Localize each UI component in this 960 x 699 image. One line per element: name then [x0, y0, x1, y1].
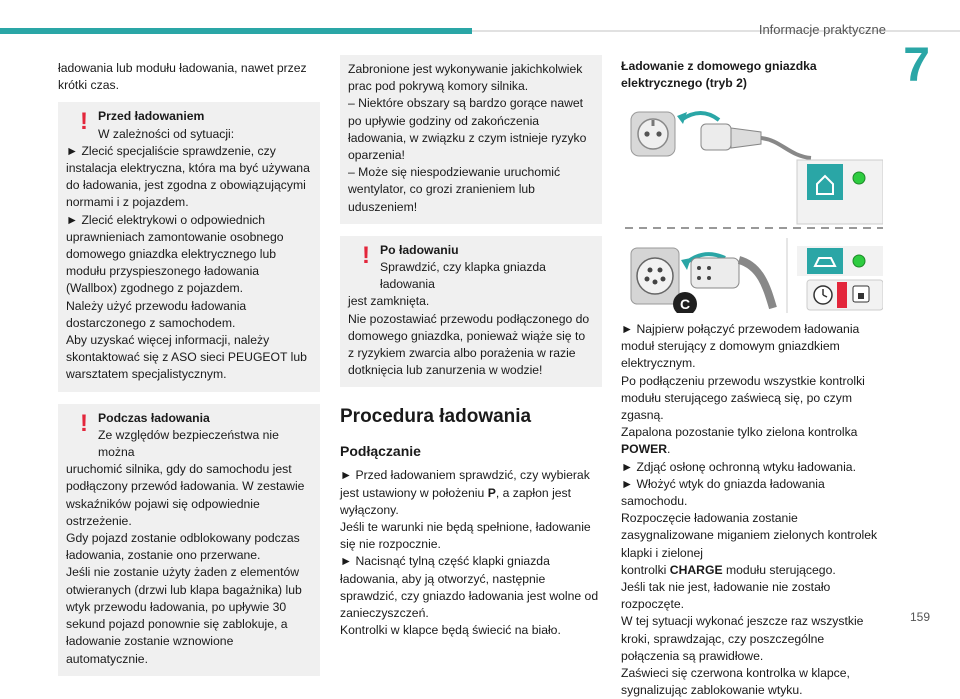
box-title: Po ładowaniu [380, 242, 459, 257]
paragraph: ► Najpierw połączyć przewodem ładowania moduł sterujący z domowym gniazdkiem elektrycznym. [621, 322, 860, 371]
header-accent-bar [0, 28, 472, 34]
box-line: Nie pozostawiać przewodu podłączonego do domowego gniazdka, ponieważ wiąże się to z ryzykiem zwarcia albo porażenia w razie dotknięcia lub zanurzenia w wodzie! [348, 311, 590, 378]
box-line: ► Zlecić specjaliście sprawdzenie, czy instalacja elektryczna, która ma być używana do ładowania, jest zgodna z obowiązującymi normami i z pojazdem. [66, 143, 310, 210]
box-title: Przed ładowaniem [98, 109, 205, 124]
paragraph: ► Zdjąć osłonę ochronną wtyku ładowania. [621, 459, 856, 474]
box-title: Podczas ładowania [98, 410, 210, 425]
control-box-icon [797, 160, 883, 224]
box-line: Aby uzyskać więcej informacji, należy skontaktować się z ASO sieci PEUGEOT lub warsztatem specjalistycznym. [66, 333, 307, 382]
warning-exclamation-icon: ! [362, 241, 370, 269]
box-line: jest zamknięta. [348, 294, 430, 309]
warning-exclamation-icon: ! [80, 108, 88, 136]
box-line: Zabronione jest wykonywanie jakichkolwiek prac pod pokrywą komory silnika. [348, 62, 583, 94]
column-1 [58, 60, 320, 676]
domestic-socket-icon [631, 112, 675, 156]
subsection-heading: Podłączanie [340, 443, 421, 460]
paragraph-power: Zapalona pozostanie tylko zielona kontrolka POWER. [621, 425, 858, 457]
warning-box-after-charging [340, 236, 602, 388]
paragraph: W tej sytuacji wykonać jeszcze raz wszystkie kroki, sprawdzając, czy poszczególne połączenia są prawidłowe. [621, 614, 864, 663]
paragraph-charge: kontrolki CHARGE modułu sterującego. [621, 562, 836, 577]
paragraph: Jeśli tak nie jest, ładowanie nie zostało rozpoczęte. [621, 580, 831, 612]
box-line: – Niektóre obszary są bardzo gorące nawet po upływie godziny od zakończenia ładowania, w związku z czym istnieje ryzyko oparzenia! [348, 96, 587, 163]
box-first-line: Ze względów bezpieczeństwa nie można [98, 427, 279, 460]
info-box-engine [340, 55, 602, 224]
paragraph: Kontrolki w klapce będą świecić na biało. [340, 623, 561, 638]
vehicle-socket-icon [631, 248, 679, 304]
intro-text: ładowania lub modułu ładowania, nawet przez krótki czas. [58, 61, 307, 93]
charging-diagram [621, 98, 883, 313]
section-title: Informacje praktyczne [758, 22, 886, 37]
charging-illustration [621, 98, 883, 313]
page-number: 159 [909, 610, 930, 624]
paragraph-selector: ► Przed ładowaniem sprawdzić, czy wybierak jest ustawiony w położeniu P, a zapłon jest wyłączony. [340, 468, 590, 517]
box-line: Jeśli nie zostanie użyty żaden z elementów otwieranych (drzwi lub klapa bagażnika) lub wtyk przewodu ładowania, po upływie 30 sekund pojazd ponownie się zablokuje, a ładowanie zostanie wznowione automatycznie. [66, 565, 302, 666]
column-3 [621, 58, 883, 699]
paragraph: ► Włożyć wtyk do gniazda ładowania samochodu. [621, 476, 825, 509]
paragraph: Po podłączeniu przewodu wszystkie kontrolki modułu sterującego zaświecą się, po czym zgasną. [621, 373, 865, 423]
box-line: Należy użyć przewodu ładowania dostarczonego z samochodem. [66, 298, 247, 330]
chapter-number: 7 [903, 39, 930, 92]
warning-box-during-charging [58, 404, 320, 676]
column-2 [340, 55, 602, 639]
domestic-plug-icon [701, 124, 811, 158]
header-rule [472, 30, 960, 32]
box-line: – Może się niespodziewanie uruchomić wentylator, co grozi zranieniem lub uduszeniem! [348, 165, 561, 214]
flap-indicator-icon [807, 280, 883, 310]
arrow-icon [681, 113, 719, 120]
charging-connector-icon [691, 258, 773, 308]
arrow-head-icon [681, 258, 691, 270]
paragraph: Zaświeci się czerwona kontrolka w klapce, sygnalizując zablokowanie wtyku. [621, 666, 850, 698]
figure-heading: Ładowanie z domowego gniazdka elektrycznego (tryb 2) [621, 59, 817, 90]
box-line: ► Zlecić elektrykowi o odpowiednich uprawnieniach zamontowanie osobnego domowego gniazdka elektrycznego lub modułu przyspieszonego ładowania (Wallbox) zgodnego z pojazdem. [66, 212, 284, 296]
warning-exclamation-icon: ! [80, 409, 88, 437]
paragraph: ► Nacisnąć tylną część klapki gniazda ładowania, aby ją otworzyć, następnie sprawdzić, czy gniazdo ładowania jest wolne od zanieczyszczeń. [340, 554, 599, 621]
box-first-line: Sprawdzić, czy klapka gniazda ładowania [380, 260, 546, 292]
box-line: uruchomić silnika, gdy do samochodu jest podłączony przewód ładowania. W zestawie wskaźników pojawi się odpowiednie ostrzeżenie. [66, 462, 305, 528]
svg-text:C: C [679, 296, 691, 312]
warning-box-before-charging [58, 102, 320, 391]
section-heading: Procedura ładowania [340, 406, 532, 428]
box-line: Gdy pojazd zostanie odblokowany podczas ładowania, zostanie ono przerwane. [66, 531, 300, 563]
paragraph: Rozpoczęcie ładowania zostanie zasygnalizowane miganiem zielonych kontrolek klapki i zielonej [621, 511, 878, 560]
paragraph: Jeśli te warunki nie będą spełnione, ładowanie się nie rozpocznie. [340, 520, 591, 552]
box-first-line: W zależności od sytuacji: [98, 126, 235, 141]
vehicle-panel-icon [797, 246, 883, 276]
